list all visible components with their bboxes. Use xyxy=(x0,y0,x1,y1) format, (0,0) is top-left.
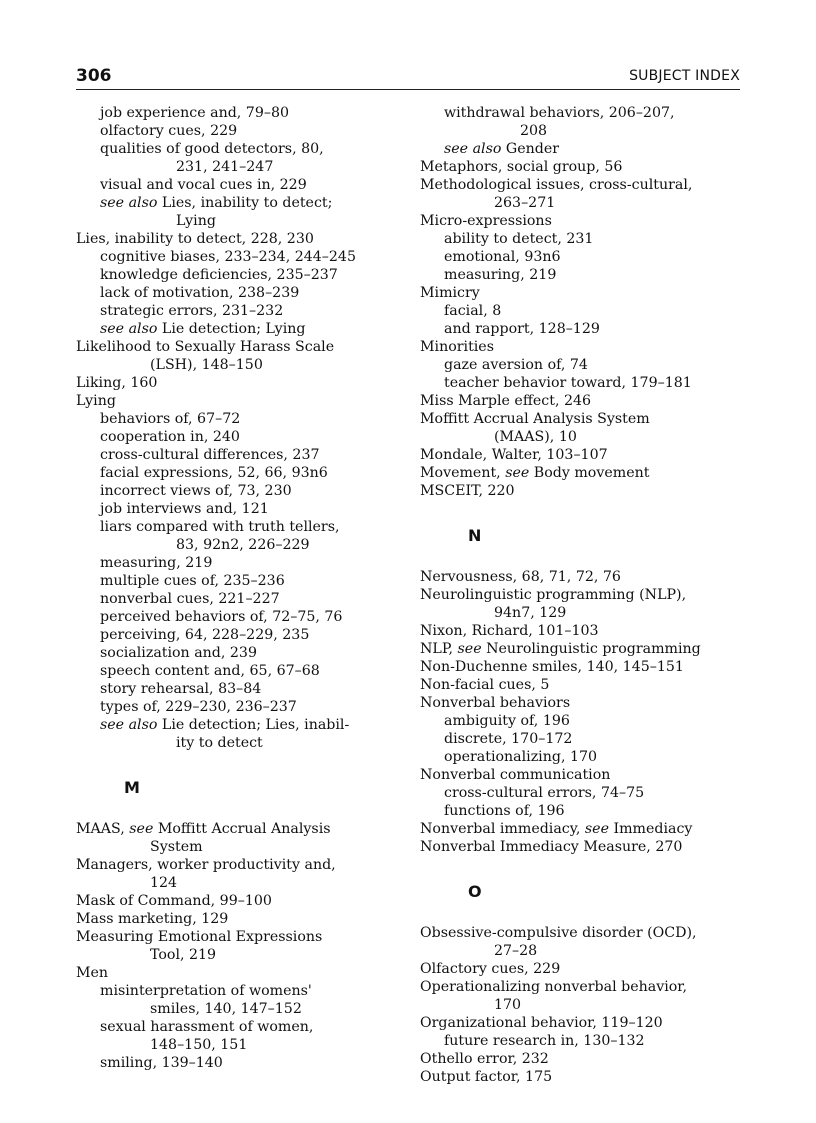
index-entry: Nervousness, 68, 71, 72, 76 xyxy=(420,569,621,585)
index-entry: Men xyxy=(76,965,109,981)
index-entry: Othello error, 232 xyxy=(420,1051,549,1067)
index-entry: Managers, worker productivity and, xyxy=(76,857,336,873)
index-entry: Mass marketing, 129 xyxy=(76,911,229,927)
index-entry-continuation: 94n7, 129 xyxy=(494,605,567,621)
index-entry-continuation: Tool, 219 xyxy=(150,947,217,963)
index-entry-continuation: (LSH), 148–150 xyxy=(150,357,263,373)
index-subentry: facial expressions, 52, 66, 93n6 xyxy=(100,465,328,481)
page-number: 306 xyxy=(76,66,112,86)
index-entry-continuation: 124 xyxy=(150,875,178,891)
index-entry: Measuring Emotional Expressions xyxy=(76,929,323,945)
section-letter: N xyxy=(468,526,482,545)
index-subentry: operationalizing, 170 xyxy=(444,749,598,765)
index-column-right xyxy=(420,104,750,1086)
index-entry: Minorities xyxy=(420,339,494,355)
index-entry-continuation: System xyxy=(150,839,203,855)
index-subentry: ambiguity of, 196 xyxy=(444,713,570,729)
index-entry-continuation: 231, 241–247 xyxy=(176,159,274,175)
index-subentry: functions of, 196 xyxy=(444,803,565,819)
index-subentry: socialization and, 239 xyxy=(100,645,257,661)
page-header xyxy=(76,66,740,88)
index-entry: Olfactory cues, 229 xyxy=(420,961,561,977)
index-subentry: story rehearsal, 83–84 xyxy=(100,681,262,697)
index-subentry: sexual harassment of women, xyxy=(100,1019,314,1035)
index-subentry: job experience and, 79–80 xyxy=(100,105,290,121)
index-subentry: facial, 8 xyxy=(444,303,502,319)
index-subentry: gaze aversion of, 74 xyxy=(444,357,588,373)
index-entry: Likelihood to Sexually Harass Scale xyxy=(76,339,335,355)
index-subentry: see also Lie detection; Lying xyxy=(100,321,306,337)
index-entry: Metaphors, social group, 56 xyxy=(420,159,623,175)
index-entry-continuation: 27–28 xyxy=(494,943,538,959)
index-entry: Movement, see Body movement xyxy=(420,465,650,481)
index-entry: Mask of Command, 99–100 xyxy=(76,893,272,909)
index-entry: MSCEIT, 220 xyxy=(420,483,515,499)
index-subentry: and rapport, 128–129 xyxy=(444,321,600,337)
index-subentry: perceived behaviors of, 72–75, 76 xyxy=(100,609,343,625)
index-subentry: nonverbal cues, 221–227 xyxy=(100,591,280,607)
index-entry: Mimicry xyxy=(420,285,480,301)
index-subentry: measuring, 219 xyxy=(444,267,557,283)
index-subentry: smiling, 139–140 xyxy=(100,1055,223,1071)
index-subentry: multiple cues of, 235–236 xyxy=(100,573,285,589)
index-entry: Lying xyxy=(76,393,116,409)
index-entry: Obsessive-compulsive disorder (OCD), xyxy=(420,925,697,941)
index-subentry: olfactory cues, 229 xyxy=(100,123,238,139)
index-entry: Miss Marple effect, 246 xyxy=(420,393,592,409)
index-subentry: emotional, 93n6 xyxy=(444,249,561,265)
index-subentry: see also Lie detection; Lies, inabil- xyxy=(100,717,350,733)
index-entry: NLP, see Neurolinguistic programming xyxy=(420,641,701,657)
index-subentry: ability to detect, 231 xyxy=(444,231,594,247)
index-entry: Mondale, Walter, 103–107 xyxy=(420,447,608,463)
index-entry: Nonverbal immediacy, see Immediacy xyxy=(420,821,693,837)
index-subentry: job interviews and, 121 xyxy=(100,501,269,517)
index-entry: Operationalizing nonverbal behavior, xyxy=(420,979,688,995)
index-subentry: knowledge deficiencies, 235–237 xyxy=(100,267,338,283)
index-subentry: visual and vocal cues in, 229 xyxy=(100,177,307,193)
index-entry: MAAS, see Moffitt Accrual Analysis xyxy=(76,821,331,837)
section-letter: O xyxy=(468,882,482,901)
index-entry-continuation: smiles, 140, 147–152 xyxy=(150,1001,302,1017)
index-entry: Nonverbal Immediacy Measure, 270 xyxy=(420,839,683,855)
index-entry: Neurolinguistic programming (NLP), xyxy=(420,587,687,603)
index-entry: Micro-expressions xyxy=(420,213,552,229)
header-rule xyxy=(76,89,740,90)
index-entry-continuation: 83, 92n2, 226–229 xyxy=(176,537,310,553)
index-subentry: incorrect views of, 73, 230 xyxy=(100,483,292,499)
index-entry: Non-facial cues, 5 xyxy=(420,677,550,693)
index-subentry: see also Gender xyxy=(444,141,560,157)
index-entry: Organizational behavior, 119–120 xyxy=(420,1015,663,1031)
index-entry: Liking, 160 xyxy=(76,375,158,391)
index-entry-continuation: ity to detect xyxy=(176,735,263,751)
index-entry-continuation: 263–271 xyxy=(494,195,556,211)
index-entry: Nonverbal communication xyxy=(420,767,611,783)
index-subentry: strategic errors, 231–232 xyxy=(100,303,284,319)
index-entry-continuation: 148–150, 151 xyxy=(150,1037,248,1053)
index-subentry: liars compared with truth tellers, xyxy=(100,519,340,535)
index-entry: Nonverbal behaviors xyxy=(420,695,571,711)
index-subentry: measuring, 219 xyxy=(100,555,213,571)
index-entry-continuation: 208 xyxy=(520,123,548,139)
index-subentry: behaviors of, 67–72 xyxy=(100,411,241,427)
section-letter: M xyxy=(124,778,140,797)
index-entry: Nixon, Richard, 101–103 xyxy=(420,623,599,639)
index-entry: Methodological issues, cross-cultural, xyxy=(420,177,693,193)
index-subentry: see also Lies, inability to detect; xyxy=(100,195,333,211)
index-subentry: qualities of good detectors, 80, xyxy=(100,141,324,157)
index-entry: Moffitt Accrual Analysis System xyxy=(420,411,650,427)
index-subentry: cooperation in, 240 xyxy=(100,429,240,445)
index-column-left xyxy=(76,104,416,1072)
running-head: SUBJECT INDEX xyxy=(629,68,740,84)
index-entry: Lies, inability to detect, 228, 230 xyxy=(76,231,314,247)
index-subentry: misinterpretation of womens' xyxy=(100,983,312,999)
index-entry-continuation: 170 xyxy=(494,997,522,1013)
index-subentry: future research in, 130–132 xyxy=(444,1033,645,1049)
index-entry-continuation: (MAAS), 10 xyxy=(494,429,577,445)
index-subentry: lack of motivation, 238–239 xyxy=(100,285,300,301)
index-subentry: perceiving, 64, 228–229, 235 xyxy=(100,627,310,643)
index-entry-continuation: Lying xyxy=(176,213,216,229)
index-subentry: cross-cultural differences, 237 xyxy=(100,447,320,463)
index-subentry: cognitive biases, 233–234, 244–245 xyxy=(100,249,356,265)
index-subentry: withdrawal behaviors, 206–207, xyxy=(444,105,675,121)
index-entry: Output factor, 175 xyxy=(420,1069,553,1085)
index-entry: Non-Duchenne smiles, 140, 145–151 xyxy=(420,659,684,675)
index-subentry: types of, 229–230, 236–237 xyxy=(100,699,297,715)
index-subentry: cross-cultural errors, 74–75 xyxy=(444,785,645,801)
index-subentry: discrete, 170–172 xyxy=(444,731,573,747)
index-subentry: teacher behavior toward, 179–181 xyxy=(444,375,692,391)
index-subentry: speech content and, 65, 67–68 xyxy=(100,663,320,679)
